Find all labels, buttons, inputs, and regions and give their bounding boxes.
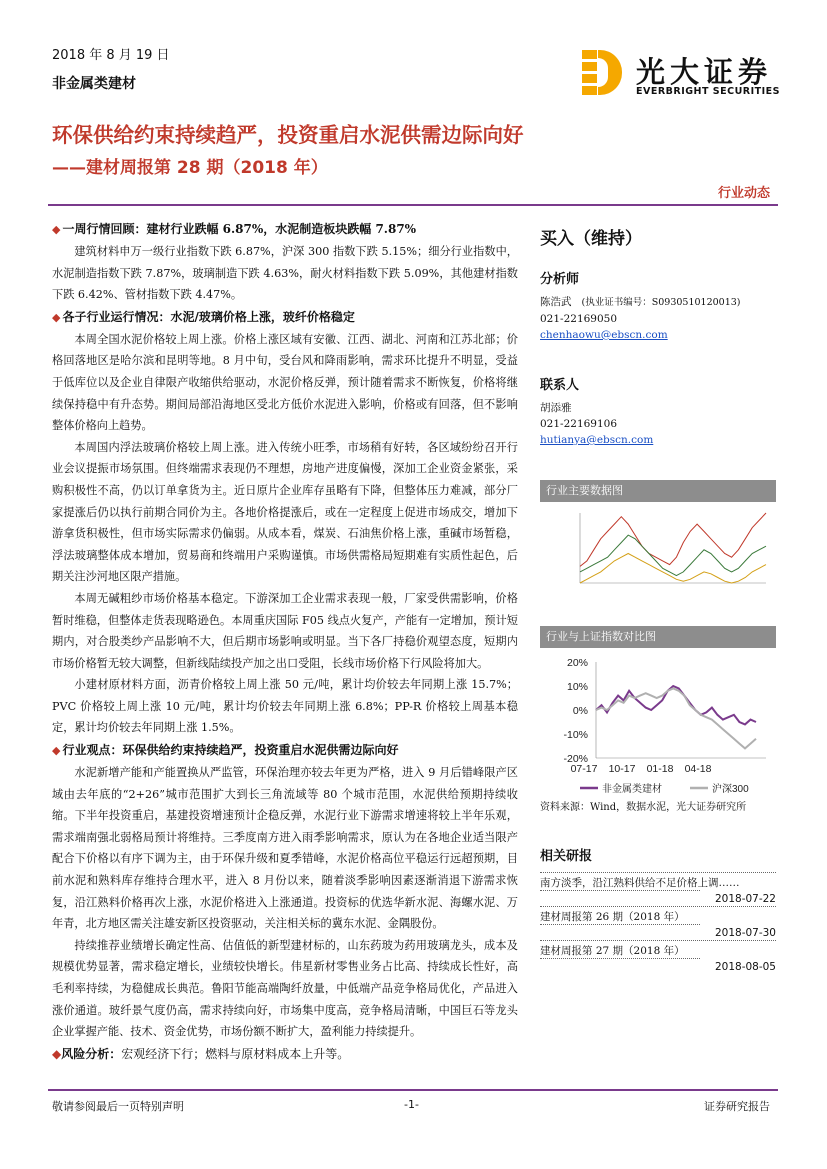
- research-divider: [540, 924, 700, 925]
- series-line: [596, 686, 756, 724]
- research-item-date: 2018-07-22: [714, 893, 776, 905]
- paragraph: 水泥新增产能和产能置换从严监管，环保治理亦较去年更为严格，进入 9 月后错峰限产区域由去年底的“2+26”城市范围扩大到长三角流域等 80 个城市范围，水泥供给预期持续收缩。下半年投资重启，基建投资增速预计企稳反弹，水泥行业下游需求增速将较上半年乐观，需求端南强北弱格局预计将维持。三季度南方进入雨季影响需求，原认为在各地企业适当限产配合下价格以有序下调为主，由于环保升级和夏季错峰，水泥价格高位平稳运行远超预期，目前水泥和熟料库存维持合理水平，进入 8 月份以来，随着淡季影响因素逐渐消退下游需求恢复，沿江熟料价格再次上涨，水泥价格进入上涨通道。投资标的优选华新水泥、海螺水泥、万年青，北方地区需关注雄安新区投资驱动，关注相关标的冀东水泥、金隅股份。: [52, 766, 518, 931]
- x-tick-label: 04-18: [684, 763, 712, 775]
- research-divider: [540, 872, 776, 873]
- section-heading: ◆ 行业观点：环保供给约束持续趋严，投资重启水泥供需边际向好: [52, 743, 399, 758]
- paragraph: 本周国内浮法玻璃价格较上周上涨。进入传统小旺季，市场稍有好转，各区域纷纷召开行业会议提振市场氛围。但终端需求表现仍不理想，房地产进度偏慢，深加工企业资金紧张，采购积极性不高，仍以订单拿货为主。近日原片企业库存虽略有下降，但整体压力难减，部分厂家提涨后仍以执行前期合同价为主。各地价格提涨后，或在一定程度上促进市场成交，增加下游拿货积极性，但市场实际需求仍偏弱。从成本看，煤炭、石油焦价格上涨，重碱市场暂稳，浮法玻璃整体成本增加，贸易商和终端用户采购谨慎。市场供需格局短期难有实质性起色，后期关注沙河地区限产措施。: [52, 440, 518, 584]
- index-comparison-chart: [540, 652, 776, 797]
- research-divider: [540, 940, 776, 941]
- page-number: -1-: [404, 1098, 419, 1111]
- diamond-icon: ◆: [52, 1046, 62, 1061]
- analyst-cert: (执业证书编号：S0930510120013): [581, 297, 741, 308]
- paragraph: 小建材原材料方面，沥青价格较上周上涨 50 元/吨，累计均价较去年同期上涨 15.7%；PVC 价格较上周上涨 10 元/吨，累计均价较去年同期上涨 6.8%；PP-R 价格较上周基本稳定，累计均价较去年同期上涨 1.5%。: [52, 678, 518, 735]
- header-divider: [48, 204, 778, 206]
- y-tick-label: -20%: [563, 753, 588, 765]
- y-tick-label: 20%: [566, 657, 588, 669]
- research-item-date: 2018-07-30: [714, 927, 776, 939]
- y-tick-label: 10%: [566, 681, 588, 693]
- research-item-title[interactable]: 南方淡季，沿江熟料供给不足价格上调……: [540, 877, 740, 889]
- analyst-info: [540, 294, 780, 343]
- section-heading: ◆ 一周行情回顾：建材行业跌幅 6.87%，水泥制造板块跌幅 7.87%: [52, 222, 417, 236]
- risk-analysis: ◆风险分析：宏观经济下行；燃料与原材料成本上升等。: [52, 1046, 350, 1061]
- report-date: 2018 年 8 月 19 日: [52, 48, 170, 63]
- logo-text-en: EVERBRIGHT SECURITIES: [636, 86, 780, 97]
- diamond-icon: ◆: [52, 310, 61, 324]
- paragraph: 持续推荐业绩增长确定性高、估值低的新型建材标的，山东药玻为药用玻璃龙头，成本及规模优势显著，需求稳定增长，业绩较快增长。伟星新材零售业务占比高、持续成长性好，高毛利率持续，为稳健成长典范。鲁阳节能高端陶纤放量，中低端产品竞争格局优化，产品进入涨价通道。玻纤景气度仍高，需求持续向好，市场集中度高，竞争格局清晰，中国巨石等龙头企业掌握产能、技术、资金优势，市场份额不断扩大，盈利能力持续提升。: [52, 938, 518, 1039]
- y-tick-label: -10%: [563, 729, 588, 741]
- contact-heading: 联系人: [540, 378, 580, 393]
- contact-info: [540, 400, 780, 448]
- index-chart-title: 行业与上证指数对比图: [540, 626, 776, 648]
- rating-label: 买入（维持）: [540, 229, 642, 249]
- research-divider: [540, 958, 700, 959]
- related-research-heading: 相关研报: [540, 849, 593, 864]
- research-item-date: 2018-08-05: [714, 961, 776, 973]
- research-item-title[interactable]: 建材周报第 27 期（2018 年）: [540, 945, 685, 957]
- contact-phone: 021-22169106: [540, 418, 618, 430]
- chart-axes: [580, 513, 766, 583]
- paragraph: 建筑材料申万一级行业指数下跌 6.87%，沪深 300 指数下跌 5.15%；细分行业指数中，水泥制造指数下跌 7.87%，玻璃制造下跌 4.63%，耐火材料指数下跌 5.09%，其他建材指数下跌 6.42%、管材指数下跌 4.47%。: [52, 245, 518, 302]
- diamond-icon: ◆: [52, 744, 61, 758]
- research-divider: [540, 890, 700, 891]
- logo-text-cn: 光大证券: [636, 55, 773, 89]
- paragraph: 本周无碱粗纱市场价格基本稳定。下游深加工企业需求表现一般，厂家受供需影响，价格暂时维稳，但整体走货表现略逊色。本周重庆国际 F05 线点火复产，产能有一定增加，预计短期内，对合股类纱产品影响不大，但后期市场影响或明显。当下各厂持稳价观望态度，短期内市场价格暂无较大调整，但新线陆续投产加之出口受阻，长线市场价格下行风险将加大。: [52, 591, 518, 670]
- chart-source: 资料来源：Wind，数据水泥，光大证券研究所: [540, 802, 747, 813]
- diamond-icon: ◆: [52, 223, 61, 236]
- x-tick-label: 07-17: [570, 763, 598, 775]
- paragraph: 本周全国水泥价格较上周上涨。价格上涨区域有安徽、江西、湖北、河南和江苏北部；价格回落地区是哈尔滨和昆明等地。8 月中旬，受台风和降雨影响，需求环比提升不明显，受益于低库位以及企业自律限产收缩供给驱动，水泥价格反弹，预计随着需求不断恢复，价格将继续保持稳中有升态势。期间局部沿海地区受北方低价水泥进入影响，价格或有回落，但不影响整体价格向上趋势。: [52, 332, 518, 433]
- x-tick-label: 01-18: [646, 763, 674, 775]
- analyst-phone: 021-22169050: [540, 313, 618, 325]
- report-title: 环保供给约束持续趋严，投资重启水泥供需边际向好: [52, 123, 524, 147]
- report-body: [52, 218, 518, 1065]
- industry-data-chart: [540, 505, 776, 605]
- report-type-tag: 行业动态: [718, 186, 771, 201]
- research-item-title[interactable]: 建材周报第 26 期（2018 年）: [540, 911, 685, 923]
- analyst-email-link[interactable]: chenhaowu@ebscn.com: [540, 329, 668, 341]
- contact-email-link[interactable]: hutianya@ebscn.com: [540, 434, 654, 446]
- data-chart-title: 行业主要数据图: [540, 480, 776, 502]
- legend-label: 非金属类建材: [602, 784, 662, 795]
- series-line: [580, 513, 766, 566]
- section-heading: ◆ 各子行业运行情况：水泥/玻璃价格上涨，玻纤价格稳定: [52, 309, 355, 324]
- legend-label: 沪深300: [712, 784, 749, 795]
- footer-divider: [48, 1089, 778, 1091]
- series-line: [580, 535, 766, 576]
- research-divider: [540, 906, 776, 907]
- analyst-heading: 分析师: [540, 272, 580, 287]
- footer-disclaimer: 敬请参阅最后一页特别声明: [52, 1100, 184, 1113]
- contact-name: 胡添雅: [540, 402, 572, 414]
- x-tick-label: 10-17: [608, 763, 636, 775]
- footer-report-type: 证券研究报告: [704, 1100, 770, 1113]
- sector-label: 非金属类建材: [52, 76, 136, 92]
- y-tick-label: 0%: [572, 705, 588, 717]
- report-subtitle: ——建材周报第 28 期（2018 年）: [52, 158, 328, 178]
- analyst-name: 陈浩武: [540, 296, 572, 308]
